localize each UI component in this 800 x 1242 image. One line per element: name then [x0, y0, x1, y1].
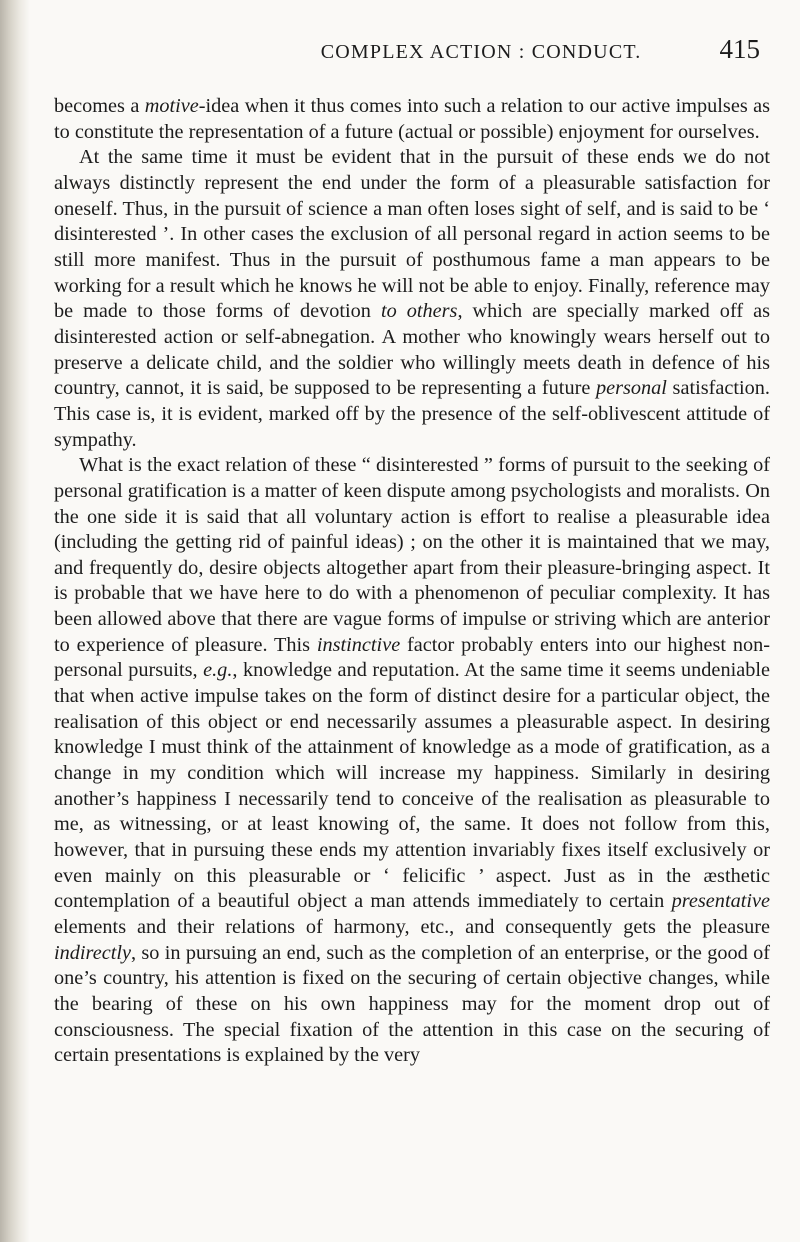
paragraph — [54, 145, 770, 453]
text-run: At the same time it must be evident that in the pursuit of these ends we do not always distinctly represent the end under the form of a pleasurable satisfaction for oneself. Thus, in the pursuit of science a man often loses sight of self, and is said to be ‘ disinterested ’. In other cases the exclusion of all personal regard in action seems to be still more manifest. Thus in the pursuit of posthumous fame a man appears to be working for a result which he knows he will not be able to enjoy. Finally, reference may be made to those forms of devotion — [54, 146, 770, 323]
book-page — [54, 34, 770, 1069]
text-run: becomes a — [54, 95, 145, 117]
body-text — [54, 94, 770, 1069]
text-run: , so in pursuing an end, such as the completion of an enterprise, or the good of one’s country, his attention is fixed on the securing of certain objective changes, while the bearing of these on his own happiness may for the moment drop out of consciousness. The special fixation of the attention in this case on the securing of certain presentations is explained by the very — [54, 941, 770, 1067]
italic-text-run: presentative — [671, 890, 770, 913]
paragraph — [54, 453, 770, 1069]
paragraph — [54, 94, 770, 145]
page-header — [54, 34, 770, 72]
italic-text-run: motive — [144, 95, 199, 117]
text-run: -idea when it thus comes into such a relation to our active impulses as to constitute the representation of a future (actual or possible) enjoyment for ourselves. — [54, 95, 770, 143]
italic-text-run: instinctive — [316, 633, 401, 656]
running-title: COMPLEX ACTION : CONDUCT. — [320, 41, 642, 63]
text-run: elements and their relations of harmony, etc., and consequently gets the pleasure — [54, 916, 770, 938]
text-run: What is the exact relation of these “ disinterested ” forms of pursuit to the seeking of personal gratification is a matter of keen dispute among psychologists and moralists. On the one side it is said that all voluntary action is effort to realise a pleasurable idea (including the getting rid of painful ideas) ; on the other it is maintained that we may, and frequently do, desire objects altogether apart from their pleasure-bringing aspect. It is probable that we have here to do with a phenomenon of peculiar complexity. It has been allowed above that there are vague forms of impulse or striving which are anterior to experience of pleasure. This — [54, 454, 770, 656]
page-binding-shadow — [0, 0, 30, 1242]
italic-text-run: indirectly — [54, 941, 131, 964]
italic-text-run: to others — [380, 300, 458, 323]
italic-text-run: e.g. — [203, 659, 233, 682]
text-run: , knowledge and reputation. At the same time it seems undeniable that when active impulse takes on the form of distinct desire for a particular object, the realisation of this object or end necessarily assumes a pleasurable aspect. In desiring knowledge I must think of the attainment of knowledge as a mode of gratification, as a change in my condition which will increase my happiness. Similarly in desiring another’s happiness I necessarily tend to conceive of the realisation as pleasurable to me, as witnessing, or at least knowing of, the same. It does not follow from this, however, that in pursuing these ends my attention invariably fixes itself exclusively or even mainly on this pleasurable or ‘ felicific ’ aspect. Just as in the æsthetic contemplation of a beautiful object a man attends immediately to certain — [54, 659, 770, 913]
text-run: factor probably enters into our highest non-personal pursuits, — [54, 633, 770, 682]
text-run: satisfaction. This case is, it is evident, marked off by the presence of the self-oblivescent attitude of sympathy. — [54, 377, 770, 451]
page-number: 415 — [719, 34, 760, 64]
italic-text-run: personal — [595, 377, 667, 400]
text-run: , which are specially marked off as disinterested action or self-abnegation. A mother who knowingly wears herself out to preserve a delicate child, and the soldier who willingly meets death in defence of his country, cannot, it is said, be supposed to be representing a future — [54, 300, 770, 400]
